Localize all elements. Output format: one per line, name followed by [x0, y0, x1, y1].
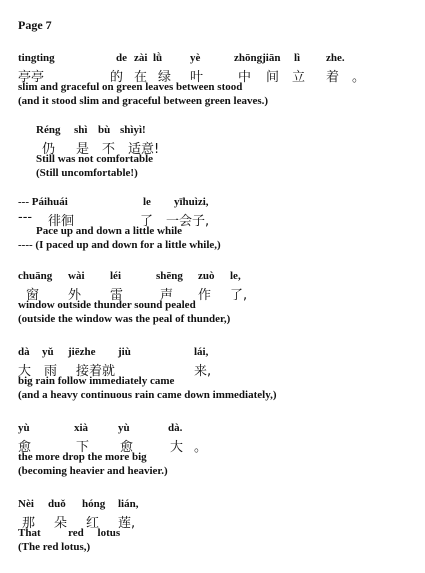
hanzi-word: 窗: [26, 288, 40, 303]
translation-line: (The red lotus,): [18, 541, 91, 553]
translation-line: ---- (I paced up and down for a little while,): [18, 239, 221, 251]
gloss-line: big rain follow immediately came: [18, 375, 175, 387]
hanzi-line: [18, 210, 418, 229]
hanzi-word: 。: [352, 70, 366, 85]
hanzi-line: [36, 138, 425, 157]
pinyin-line: [18, 346, 418, 360]
hanzi-word: 接着就: [76, 364, 116, 379]
hanzi-word: 了: [140, 214, 154, 229]
hanzi-word: 大: [170, 440, 184, 455]
translation-line: (and it stood slim and graceful between green leaves.): [18, 95, 269, 107]
pinyin-word: yīhuìzi,: [174, 196, 209, 208]
pinyin-word: léi: [110, 270, 121, 282]
pinyin-word: zuò: [198, 270, 215, 282]
hanzi-line: [18, 66, 418, 85]
translation-line: (becoming heavier and heavier.): [18, 465, 168, 477]
verse-block-4: [18, 270, 418, 327]
hanzi-word: 适意!: [128, 142, 160, 157]
pinyin-word: --- Páihuái: [18, 196, 68, 208]
pinyin-word: bù: [98, 124, 111, 136]
pinyin-word: shì: [74, 124, 88, 136]
pinyin-word: yù: [118, 422, 130, 434]
hanzi-word: 的: [110, 70, 124, 85]
gloss-line: Still was not comfortable: [36, 153, 154, 165]
pinyin-word: jiēzhe: [68, 346, 96, 358]
hanzi-word: 亭亭: [18, 70, 45, 85]
hanzi-word: 立: [292, 70, 306, 85]
hanzi-word: 中: [238, 70, 252, 85]
pinyin-word: chuāng: [18, 270, 53, 282]
translation-line: (Still uncomfortable!): [36, 167, 138, 179]
pinyin-word: yè: [190, 52, 201, 64]
pinyin-word: yǔ: [42, 346, 54, 358]
pinyin-word: lì: [294, 52, 301, 64]
hanzi-line: [18, 512, 418, 531]
hanzi-word: 是: [76, 142, 90, 157]
pinyin-word: dà: [18, 346, 30, 358]
hanzi-word: 间: [266, 70, 280, 85]
pinyin-line: [18, 52, 418, 66]
hanzi-word: 一会子,: [166, 214, 210, 229]
page-number: Page 7: [18, 18, 52, 32]
hanzi-word: 作: [198, 288, 212, 303]
pinyin-word: hóng: [82, 498, 106, 510]
hanzi-word: 。: [194, 440, 208, 455]
hanzi-word: 仍: [42, 142, 56, 157]
translation-line: (outside the window was the peal of thunder,): [18, 313, 231, 325]
gloss-line: Pace up and down a little while: [36, 225, 183, 237]
hanzi-word: 红: [86, 516, 100, 531]
gloss-line: slim and graceful on green leaves between stood: [18, 81, 243, 93]
hanzi-word: 雷: [110, 288, 124, 303]
hanzi-word: 绿: [158, 70, 172, 85]
pinyin-word: dà.: [168, 422, 183, 434]
hanzi-word: 外: [68, 288, 82, 303]
pinyin-word: tingting: [18, 52, 55, 64]
pinyin-word: le: [143, 196, 151, 208]
hanzi-word: ---: [18, 210, 33, 225]
pinyin-line: [36, 124, 425, 138]
pinyin-line: [18, 270, 418, 284]
hanzi-word: 着: [326, 70, 340, 85]
hanzi-word: 朵: [54, 516, 68, 531]
hanzi-word: 莲,: [118, 516, 136, 531]
pinyin-word: yù: [18, 422, 30, 434]
hanzi-word: 大: [18, 364, 32, 379]
verse-block-2: [36, 124, 425, 181]
gloss-line: That red lotus: [18, 527, 121, 539]
verse-block-7: [18, 498, 418, 555]
hanzi-word: 在: [134, 70, 148, 85]
pinyin-line: [18, 422, 418, 436]
pinyin-word: shìyì!: [120, 124, 146, 136]
hanzi-word: 叶: [190, 70, 204, 85]
pinyin-word: lái,: [194, 346, 209, 358]
pinyin-word: duǒ: [48, 498, 66, 510]
pinyin-word: Nèi: [18, 498, 34, 510]
pinyin-word: lǜ: [153, 52, 163, 64]
hanzi-word: 愈: [120, 440, 134, 455]
pinyin-word: jiù: [118, 346, 131, 358]
hanzi-line: [18, 436, 418, 455]
pinyin-word: zhōngjiān: [234, 52, 281, 64]
translation-line: (and a heavy continuous rain came down immediately,): [18, 389, 277, 401]
hanzi-word: 徘徊: [48, 214, 75, 229]
pinyin-line: [18, 498, 418, 512]
pinyin-word: wài: [68, 270, 85, 282]
pinyin-word: xià: [74, 422, 89, 434]
hanzi-word: 那: [22, 516, 36, 531]
hanzi-word: 不: [102, 142, 116, 157]
pinyin-word: de: [116, 52, 127, 64]
pinyin-word: lián,: [118, 498, 139, 510]
verse-block-5: [18, 346, 418, 403]
verse-block-1: [18, 52, 418, 109]
verse-block-3: [18, 196, 418, 253]
pinyin-word: shēng: [156, 270, 183, 282]
pinyin-word: zhe.: [326, 52, 345, 64]
gloss-line: window outside thunder sound pealed: [18, 299, 196, 311]
hanzi-word: 了,: [230, 288, 248, 303]
pinyin-word: le,: [230, 270, 241, 282]
verse-block-6: [18, 422, 418, 479]
hanzi-word: 来,: [194, 364, 212, 379]
hanzi-word: 雨: [44, 364, 58, 379]
pinyin-word: zài: [134, 52, 148, 64]
hanzi-word: 愈: [18, 440, 32, 455]
hanzi-line: [18, 360, 418, 379]
pinyin-line: [18, 196, 418, 210]
hanzi-word: 声: [160, 288, 174, 303]
pinyin-word: Réng: [36, 124, 61, 136]
hanzi-line: [18, 284, 418, 303]
gloss-line: the more drop the more big: [18, 451, 147, 463]
hanzi-word: 下: [76, 440, 90, 455]
